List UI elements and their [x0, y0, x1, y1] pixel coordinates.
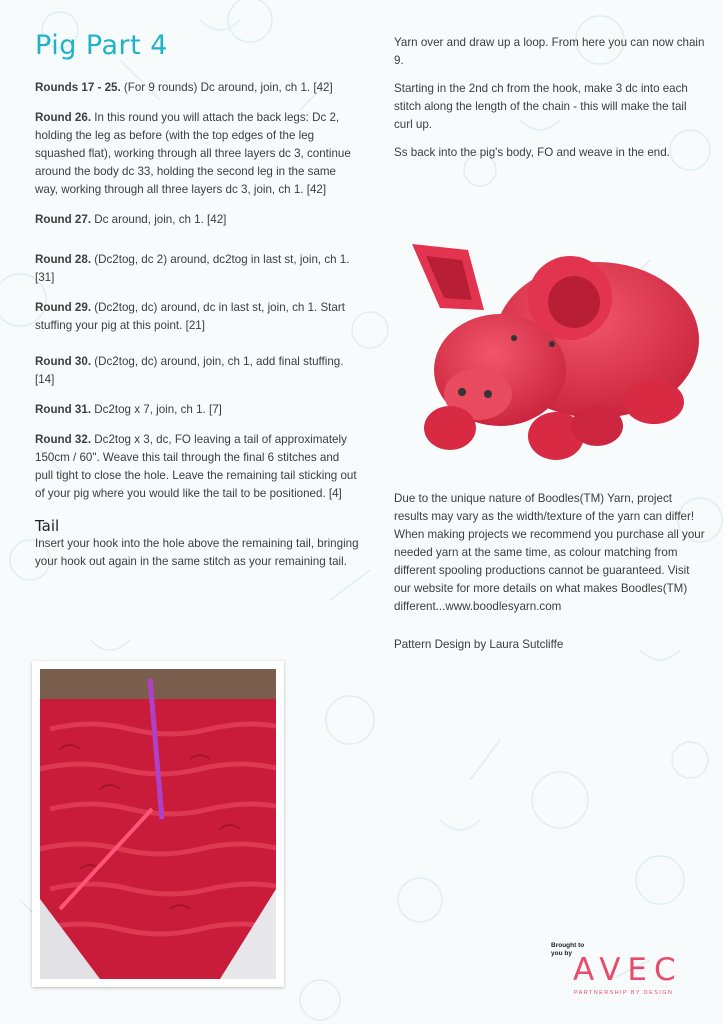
- avec-brand: [551, 940, 701, 1000]
- round-32: [35, 431, 360, 503]
- round-text: In this round you will attach the back legs: Dc 2, holding the leg as before (with the top edges of the leg squashed flat), working through all three layers dc 3, continue around the body dc 33, holding the second leg in the same way, working through all three layers dc 3, join, ch 1. [42]: [35, 111, 351, 196]
- round-label: Round 27.: [35, 213, 92, 226]
- round-29: [35, 299, 360, 335]
- avec-tagline: PARTNERSHIP BY DESIGN: [574, 990, 674, 996]
- round-label: Round 30.: [35, 355, 92, 368]
- round-text: Dc around, join, ch 1. [42]: [91, 213, 227, 226]
- round-label: Round 29.: [35, 301, 92, 314]
- finished-pig-photo: [392, 222, 710, 484]
- tail-step-photo: [32, 661, 284, 987]
- round-28: [35, 251, 360, 287]
- tail-instructions: Insert your hook into the hole above the remaining tail, bringing your hook out again in the same stitch as your remaining tail.: [35, 537, 359, 568]
- round-text: Dc2tog x 3, dc, FO leaving a tail of approximately 150cm / 60". Weave this tail through the final 6 stitches and pull tight to close the hole. Leave the remaining tail sticking out of your pig where you would like the tail to be positioned. [4]: [35, 433, 357, 500]
- crochet-hook-photo: [40, 669, 276, 979]
- round-label: Rounds 17 - 25.: [35, 81, 121, 94]
- tail-step-2: Starting in the 2nd ch from the hook, make 3 dc into each stitch along the length of the chain - this will make the tail curl up.: [394, 82, 688, 131]
- page-title: Pig Part 4: [35, 30, 168, 61]
- round-label: Round 26.: [35, 111, 92, 124]
- round-text: (Dc2tog, dc) around, dc in last st, join, ch 1. Start stuffing your pig at this point. [21]: [35, 301, 345, 332]
- round-27: [35, 211, 360, 229]
- left-column: [35, 30, 360, 583]
- round-17-25: [35, 79, 360, 97]
- round-30: [35, 353, 360, 389]
- round-26: [35, 109, 360, 199]
- round-text: Dc2tog x 7, join, ch 1. [7]: [91, 403, 222, 416]
- yarn-disclaimer: Due to the unique nature of Boodles(TM) Yarn, project results may vary as the width/texture of the yarn can differ! When making projects we recommend you purchase all your needed yarn at the same time, as colour matching from different spooling productions cannot be guaranteed. Visit our website for more details on what makes Boodles(TM) different...www.boodlesyarn.com: [394, 492, 705, 613]
- tail-step-1: Yarn over and draw up a loop. From here you can now chain 9.: [394, 36, 705, 67]
- brought-to-you-by: Brought to you by: [551, 942, 585, 957]
- tail-heading: Tail: [35, 517, 60, 535]
- round-label: Round 32.: [35, 433, 92, 446]
- round-label: Round 28.: [35, 253, 92, 266]
- avec-logo: AVEC: [573, 952, 683, 988]
- round-31: [35, 401, 360, 419]
- round-text: (Dc2tog, dc 2) around, dc2tog in last st, join, ch 1. [31]: [35, 253, 350, 284]
- round-label: Round 31.: [35, 403, 92, 416]
- round-text: (For 9 rounds) Dc around, join, ch 1. [42]: [120, 81, 333, 94]
- round-text: (Dc2tog, dc) around, join, ch 1, add final stuffing. [14]: [35, 355, 344, 386]
- designer-credit: Pattern Design by Laura Sutcliffe: [394, 638, 564, 651]
- tail-step-3: Ss back into the pig's body, FO and weave in the end.: [394, 146, 670, 159]
